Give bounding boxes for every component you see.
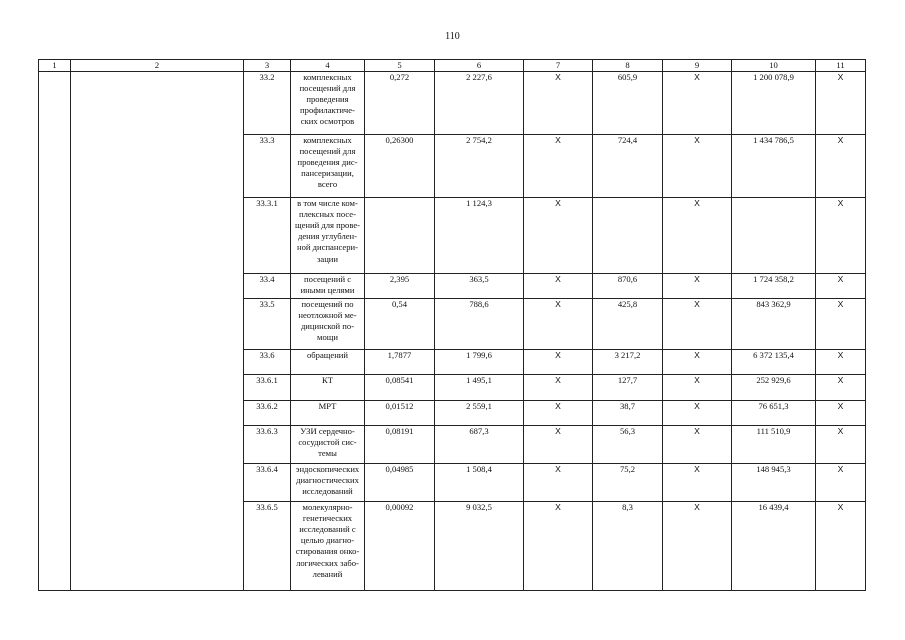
col8-value: 8,3 bbox=[593, 502, 663, 591]
col2-cell bbox=[71, 72, 244, 591]
col6-value: 1 508,4 bbox=[435, 464, 524, 502]
row-code: 33.4 bbox=[244, 274, 291, 299]
col10-value: 1 724 358,2 bbox=[732, 274, 816, 299]
col5-value: 0,54 bbox=[365, 299, 435, 350]
col6-value: 9 032,5 bbox=[435, 502, 524, 591]
col6-value: 363,5 bbox=[435, 274, 524, 299]
col10-value: 16 439,4 bbox=[732, 502, 816, 591]
row-name: МРТ bbox=[291, 401, 365, 426]
row-name: молекулярно-генетических исследований с целью диагно-стирования онко-логических забо-леваний bbox=[291, 502, 365, 591]
col5-value: 0,01512 bbox=[365, 401, 435, 426]
row-name: посещений с иными целями bbox=[291, 274, 365, 299]
col5-value: 0,08541 bbox=[365, 375, 435, 401]
col8-value: 870,6 bbox=[593, 274, 663, 299]
col7-mark: X bbox=[524, 198, 593, 274]
row-name: комплексных посещений для проведения профилактиче-ских осмотров bbox=[291, 72, 365, 135]
col9-mark: X bbox=[663, 502, 732, 591]
col10-value: 1 434 786,5 bbox=[732, 135, 816, 198]
col10-value: 6 372 135,4 bbox=[732, 350, 816, 375]
col11-mark: X bbox=[816, 426, 866, 464]
row-code: 33.6.5 bbox=[244, 502, 291, 591]
col10-value: 111 510,9 bbox=[732, 426, 816, 464]
header-cell: 3 bbox=[244, 60, 291, 72]
col9-mark: X bbox=[663, 135, 732, 198]
col11-mark: X bbox=[816, 135, 866, 198]
col10-value: 1 200 078,9 bbox=[732, 72, 816, 135]
header-cell: 7 bbox=[524, 60, 593, 72]
row-name: эндоскопических диагностических исследований bbox=[291, 464, 365, 502]
row-name: КТ bbox=[291, 375, 365, 401]
col11-mark: X bbox=[816, 502, 866, 591]
col8-value: 3 217,2 bbox=[593, 350, 663, 375]
col10-value: 76 651,3 bbox=[732, 401, 816, 426]
col9-mark: X bbox=[663, 299, 732, 350]
col5-value: 1,7877 bbox=[365, 350, 435, 375]
header-cell: 6 bbox=[435, 60, 524, 72]
col6-value: 2 754,2 bbox=[435, 135, 524, 198]
header-cell: 5 bbox=[365, 60, 435, 72]
row-code: 33.6.1 bbox=[244, 375, 291, 401]
col1-cell bbox=[39, 72, 71, 591]
col11-mark: X bbox=[816, 299, 866, 350]
col7-mark: X bbox=[524, 502, 593, 591]
row-name: в том числе ком-плексных посе-щений для прове-дения углублен-ной диспансери-зации bbox=[291, 198, 365, 274]
row-code: 33.3 bbox=[244, 135, 291, 198]
row-code: 33.6.3 bbox=[244, 426, 291, 464]
header-cell: 11 bbox=[816, 60, 866, 72]
header-cell: 8 bbox=[593, 60, 663, 72]
row-code: 33.6 bbox=[244, 350, 291, 375]
col5-value: 0,00092 bbox=[365, 502, 435, 591]
col11-mark: X bbox=[816, 375, 866, 401]
col5-value: 0,08191 bbox=[365, 426, 435, 464]
col7-mark: X bbox=[524, 274, 593, 299]
col8-value: 56,3 bbox=[593, 426, 663, 464]
col6-value: 1 495,1 bbox=[435, 375, 524, 401]
row-name: посещений по неотложной ме-дицинской по-мощи bbox=[291, 299, 365, 350]
header-cell: 9 bbox=[663, 60, 732, 72]
col7-mark: X bbox=[524, 426, 593, 464]
col7-mark: X bbox=[524, 401, 593, 426]
data-table bbox=[38, 59, 866, 591]
col7-mark: X bbox=[524, 299, 593, 350]
row-code: 33.2 bbox=[244, 72, 291, 135]
col9-mark: X bbox=[663, 72, 732, 135]
col8-value: 425,8 bbox=[593, 299, 663, 350]
row-code: 33.6.2 bbox=[244, 401, 291, 426]
col6-value: 788,6 bbox=[435, 299, 524, 350]
col7-mark: X bbox=[524, 464, 593, 502]
col11-mark: X bbox=[816, 72, 866, 135]
col6-value: 1 124,3 bbox=[435, 198, 524, 274]
col10-value: 148 945,3 bbox=[732, 464, 816, 502]
row-code: 33.6.4 bbox=[244, 464, 291, 502]
header-cell: 2 bbox=[71, 60, 244, 72]
col7-mark: X bbox=[524, 350, 593, 375]
col9-mark: X bbox=[663, 198, 732, 274]
col5-value: 0,04985 bbox=[365, 464, 435, 502]
col5-value: 0,272 bbox=[365, 72, 435, 135]
row-name: УЗИ сердечно-сосудистой сис-темы bbox=[291, 426, 365, 464]
col5-value: 2,395 bbox=[365, 274, 435, 299]
header-cell: 4 bbox=[291, 60, 365, 72]
col9-mark: X bbox=[663, 350, 732, 375]
col7-mark: X bbox=[524, 375, 593, 401]
col11-mark: X bbox=[816, 401, 866, 426]
col11-mark: X bbox=[816, 274, 866, 299]
header-row bbox=[39, 60, 866, 72]
col5-value bbox=[365, 198, 435, 274]
row-code: 33.5 bbox=[244, 299, 291, 350]
col8-value: 605,9 bbox=[593, 72, 663, 135]
col11-mark: X bbox=[816, 350, 866, 375]
header-cell: 1 bbox=[39, 60, 71, 72]
col11-mark: X bbox=[816, 198, 866, 274]
col8-value: 724,4 bbox=[593, 135, 663, 198]
header-cell: 10 bbox=[732, 60, 816, 72]
row-name: обращений bbox=[291, 350, 365, 375]
col9-mark: X bbox=[663, 401, 732, 426]
table-row bbox=[39, 72, 866, 135]
col8-value: 38,7 bbox=[593, 401, 663, 426]
col9-mark: X bbox=[663, 426, 732, 464]
col11-mark: X bbox=[816, 464, 866, 502]
col8-value bbox=[593, 198, 663, 274]
col9-mark: X bbox=[663, 464, 732, 502]
col10-value bbox=[732, 198, 816, 274]
col6-value: 2 227,6 bbox=[435, 72, 524, 135]
col6-value: 1 799,6 bbox=[435, 350, 524, 375]
col8-value: 127,7 bbox=[593, 375, 663, 401]
col6-value: 687,3 bbox=[435, 426, 524, 464]
col7-mark: X bbox=[524, 72, 593, 135]
row-code: 33.3.1 bbox=[244, 198, 291, 274]
col10-value: 252 929,6 bbox=[732, 375, 816, 401]
col9-mark: X bbox=[663, 375, 732, 401]
row-name: комплексных посещений для проведения дис-пансеризации, всего bbox=[291, 135, 365, 198]
col9-mark: X bbox=[663, 274, 732, 299]
col6-value: 2 559,1 bbox=[435, 401, 524, 426]
col10-value: 843 362,9 bbox=[732, 299, 816, 350]
col5-value: 0,26300 bbox=[365, 135, 435, 198]
col8-value: 75,2 bbox=[593, 464, 663, 502]
page-number: 110 bbox=[445, 31, 460, 42]
col7-mark: X bbox=[524, 135, 593, 198]
